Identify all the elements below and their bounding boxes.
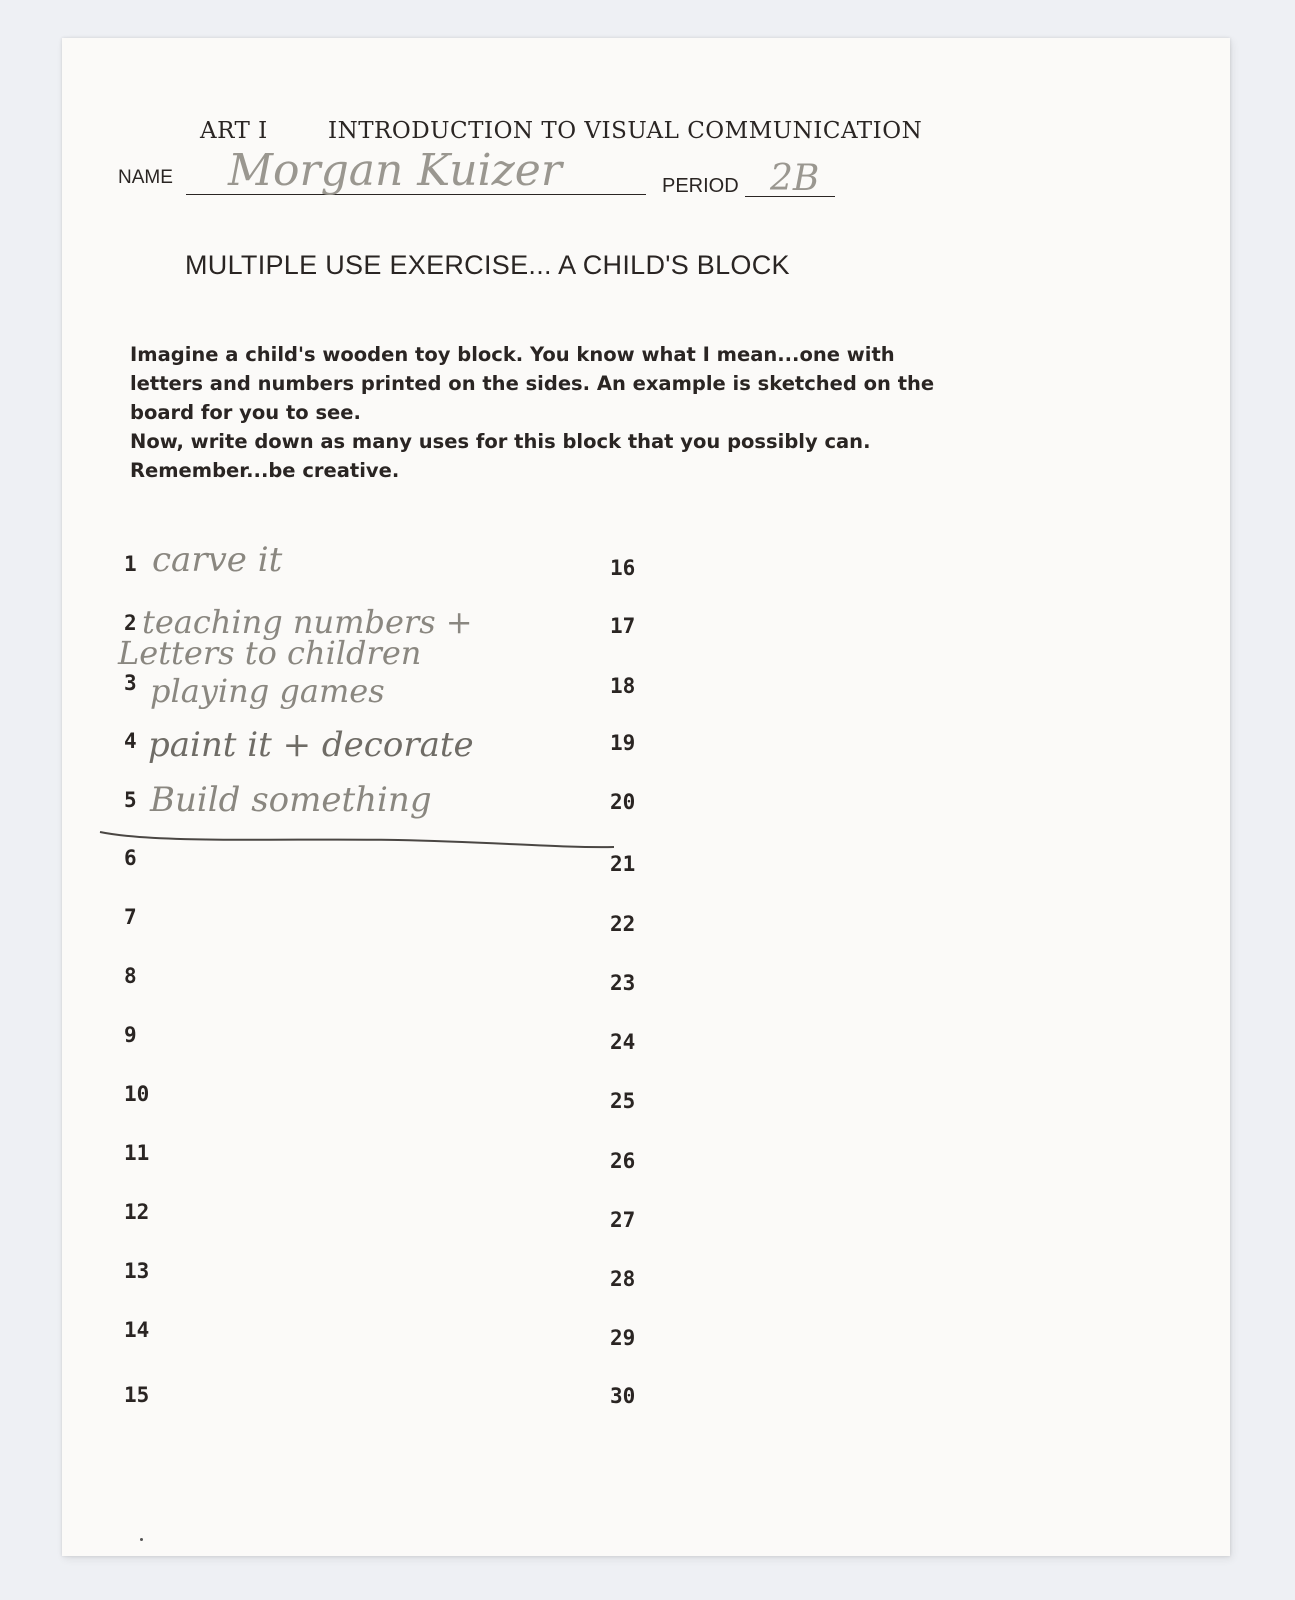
course-code: ART I [200,118,268,144]
item-number: 2 [124,611,137,635]
item-number: 26 [610,1149,636,1173]
instruction-line: Remember...be creative. [130,459,400,482]
paper-speck [140,1538,143,1541]
item-number: 18 [610,674,636,698]
item-number: 6 [124,846,137,870]
item-number: 22 [610,912,636,936]
item-number: 7 [124,905,137,929]
instruction-line: letters and numbers printed on the sides. An example is sketched on the [130,372,935,395]
item-number: 15 [124,1383,150,1407]
item-number: 16 [610,556,636,580]
exercise-title: MULTIPLE USE EXERCISE... A CHILD'S BLOCK [185,250,790,280]
course-title: INTRODUCTION TO VISUAL COMMUNICATION [328,118,923,144]
instruction-line: Imagine a child's wooden toy block. You know what I mean...one with [130,343,895,366]
item-number: 19 [610,731,636,755]
answer-3[interactable]: playing games [150,672,385,710]
answer-1[interactable]: carve it [152,540,283,580]
name-label: NAME [118,167,173,188]
instruction-line: Now, write down as many uses for this block that you possibly can. [130,430,871,453]
item-number: 25 [610,1089,636,1113]
item-number: 4 [124,729,137,753]
item-number: 13 [124,1259,150,1283]
answer-5[interactable]: Build something [150,780,432,820]
answer-2-continued[interactable]: Letters to children [118,634,422,672]
hand-drawn-divider-line [98,830,616,860]
name-value[interactable]: Morgan Kuizer [228,145,562,196]
item-number: 12 [124,1200,150,1224]
period-value[interactable]: 2B [770,158,820,199]
answer-4[interactable]: paint it + decorate [148,725,474,765]
item-number: 3 [124,671,137,695]
item-number: 20 [610,790,636,814]
item-number: 11 [124,1141,150,1165]
item-number: 30 [610,1384,636,1408]
period-label: PERIOD [662,175,739,197]
answer-2[interactable]: teaching numbers + [142,603,473,641]
item-number: 24 [610,1030,636,1054]
item-number: 28 [610,1267,636,1291]
item-number: 23 [610,971,636,995]
item-number: 17 [610,614,636,638]
item-number: 1 [124,552,137,576]
item-number: 9 [124,1023,137,1047]
item-number: 14 [124,1318,150,1342]
instructions [130,340,1010,485]
item-number: 27 [610,1208,636,1232]
item-number: 10 [124,1082,150,1106]
item-number: 5 [124,788,137,812]
item-number: 29 [610,1326,636,1350]
instruction-line: board for you to see. [130,401,361,424]
item-number: 8 [124,964,137,988]
item-number: 21 [610,852,636,876]
